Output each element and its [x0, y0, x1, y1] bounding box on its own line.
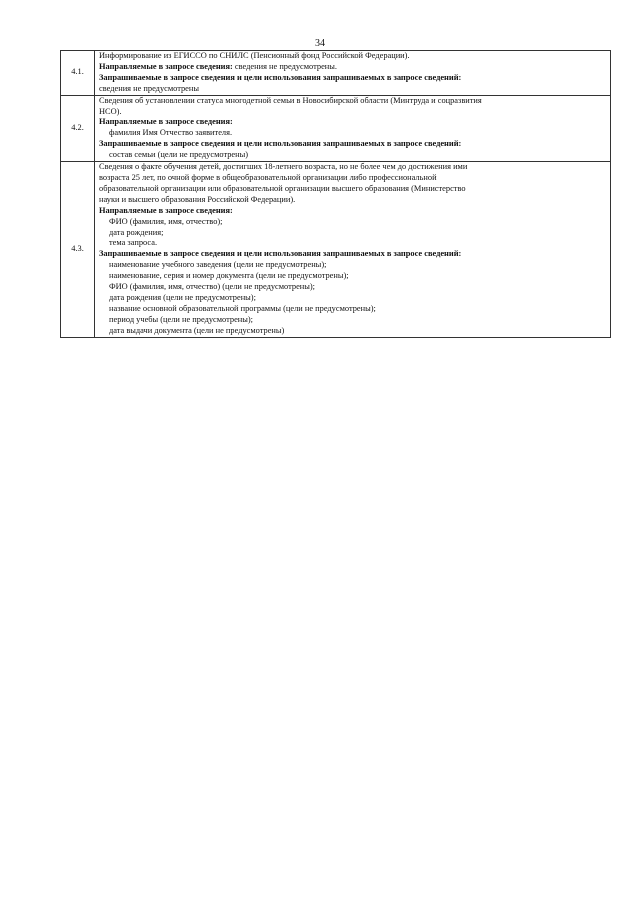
row-content [95, 162, 611, 338]
list-item: дата рождения (цели не предусмотрены); [109, 292, 256, 302]
row-content [95, 95, 611, 161]
content-line: науки и высшего образования Российской Федерации). [99, 194, 296, 204]
row-number: 4.2. [61, 95, 95, 161]
row-number: 4.3. [61, 162, 95, 338]
list-item: ФИО (фамилия, имя, отчество); [109, 216, 223, 226]
requirements-table [60, 50, 611, 338]
list-item: состав семьи (цели не предусмотрены) [109, 150, 249, 160]
section-value: сведения не предусмотрены. [232, 61, 338, 71]
list-item: наименование учебного заведения (цели не предусмотрены); [109, 260, 327, 270]
content-line: Информирование из ЕГИССО по СНИЛС (Пенсионный фонд Российской Федерации). [99, 51, 410, 60]
content-line: Сведения о факте обучения детей, достигших 18-летнего возраста, но не более чем до достижения ими [99, 162, 468, 172]
content-line [99, 62, 607, 73]
section-heading: Направляемые в запросе сведения: [99, 61, 233, 71]
table-row [61, 162, 611, 338]
page-number: 34 [315, 38, 325, 49]
list-item: дата выдачи документа (цели не предусмотрены) [109, 325, 285, 335]
content-line: образовательной организации или образовательной организации высшего образования (Министерство [99, 183, 466, 193]
list-item: тема запроса. [109, 238, 158, 248]
list-item: период учебы (цели не предусмотрены); [109, 314, 254, 324]
list-item: название основной образовательной программы (цели не предусмотрены); [109, 303, 376, 313]
section-heading: Направляемые в запросе сведения: [99, 205, 233, 215]
list-item: дата рождения; [109, 227, 164, 237]
table-row [61, 51, 611, 96]
list-item: ФИО (фамилия, имя, отчество) (цели не предусмотрены); [109, 282, 316, 292]
list-item: наименование, серия и номер документа (цели не предусмотрены); [109, 271, 349, 281]
row-number: 4.1. [61, 51, 95, 96]
table-body [61, 51, 611, 338]
content-line: Сведения об установлении статуса многодетной семьи в Новосибирской области (Минтруда и соцразвития [99, 95, 482, 105]
list-item: фамилия Имя Отчество заявителя. [109, 128, 233, 138]
content-line: сведения не предусмотрены [99, 83, 200, 93]
section-heading: Запрашиваемые в запросе сведения и цели использования запрашиваемых в запросе сведений: [99, 72, 462, 82]
section-heading: Направляемые в запросе сведения: [99, 117, 233, 127]
content-line: НСО). [99, 106, 122, 116]
section-heading: Запрашиваемые в запросе сведения и цели использования запрашиваемых в запросе сведений: [99, 249, 462, 259]
table-row [61, 95, 611, 161]
section-heading: Запрашиваемые в запросе сведения и цели использования запрашиваемых в запросе сведений: [99, 139, 462, 149]
row-content [95, 51, 611, 96]
content-line: возраста 25 лет, по очной форме в общеобразовательной организации либо профессиональной [99, 172, 437, 182]
